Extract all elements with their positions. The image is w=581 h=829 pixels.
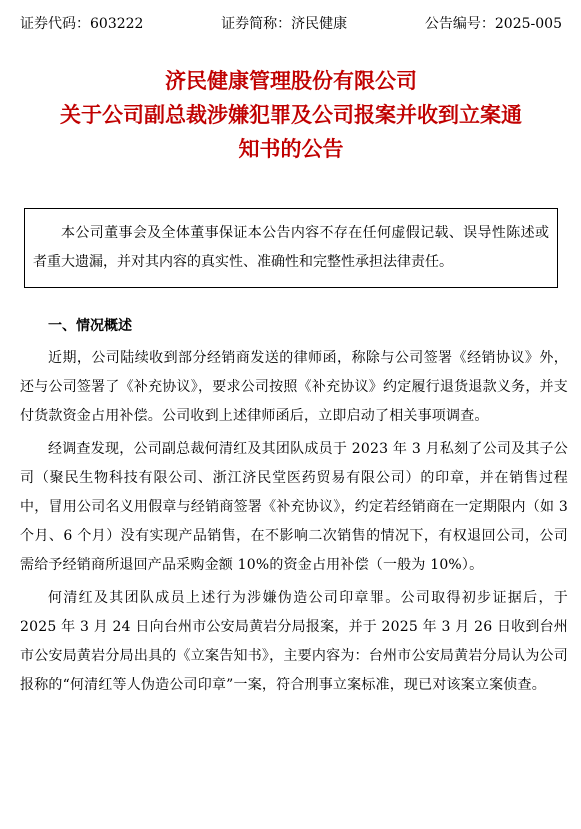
paragraph: 何清红及其团队成员上述行为涉嫌伪造公司印章罪。公司取得初步证据后，于 2025 年 3 月 24 日向台州市公安局黄岩分局报案，并于 2025 年 3 月 26 日收到台州市公安局黄岩分局出具的《立案告知书》，主要内容为：台州市公安局黄岩分局认为公司报称的“何清红等人伪造公司印章”一案，符合刑事立案标准，现已对该案立案侦查。	[20, 590, 568, 693]
document-title	[20, 64, 562, 166]
section-heading-overview: 一、情况概述	[48, 318, 132, 334]
paragraph: 经调查发现，公司副总裁何清红及其团队成员于 2023 年 3 月私刻了公司及其子公司（聚民生物科技有限公司、浙江济民堂医药贸易有限公司）的印章，并在销售过程中，冒用公司名义用假章与经销商签署《补充协议》，约定若经销商在一定期限内（如 3 个月、6 个月）没有实现产品销售，在不影响二次销售的情况下，有权退回公司，公司需给予经销商所退回产品采购金额 10%的资金占用补偿（一般为 10%）。	[20, 441, 568, 573]
notice-number: 公告编号：2025-005	[424, 16, 562, 32]
title-line-3: 知书的公告	[238, 136, 344, 161]
board-guarantee-text: 本公司董事会及全体董事保证本公告内容不存在任何虚假记载、误导性陈述或者重大遗漏，并对其内容的真实性、准确性和完整性承担法律责任。	[33, 225, 549, 270]
title-company-name: 济民健康管理股份有限公司	[165, 68, 417, 93]
document-header	[20, 14, 562, 34]
section-body	[20, 344, 568, 704]
title-line-2: 关于公司副总裁涉嫌犯罪及公司报案并收到立案通	[60, 102, 522, 127]
board-guarantee-box	[24, 208, 558, 288]
security-code: 证券代码：603222	[20, 16, 144, 32]
security-short-name: 证券简称：济民健康	[221, 16, 348, 32]
paragraph: 近期，公司陆续收到部分经销商发送的律师函，称除与公司签署《经销协议》外，还与公司签署了《补充协议》，要求公司按照《补充协议》约定履行退货退款义务，并支付货款资金占用补偿。公司收到上述律师函后，立即启动了相关事项调查。	[20, 350, 568, 424]
